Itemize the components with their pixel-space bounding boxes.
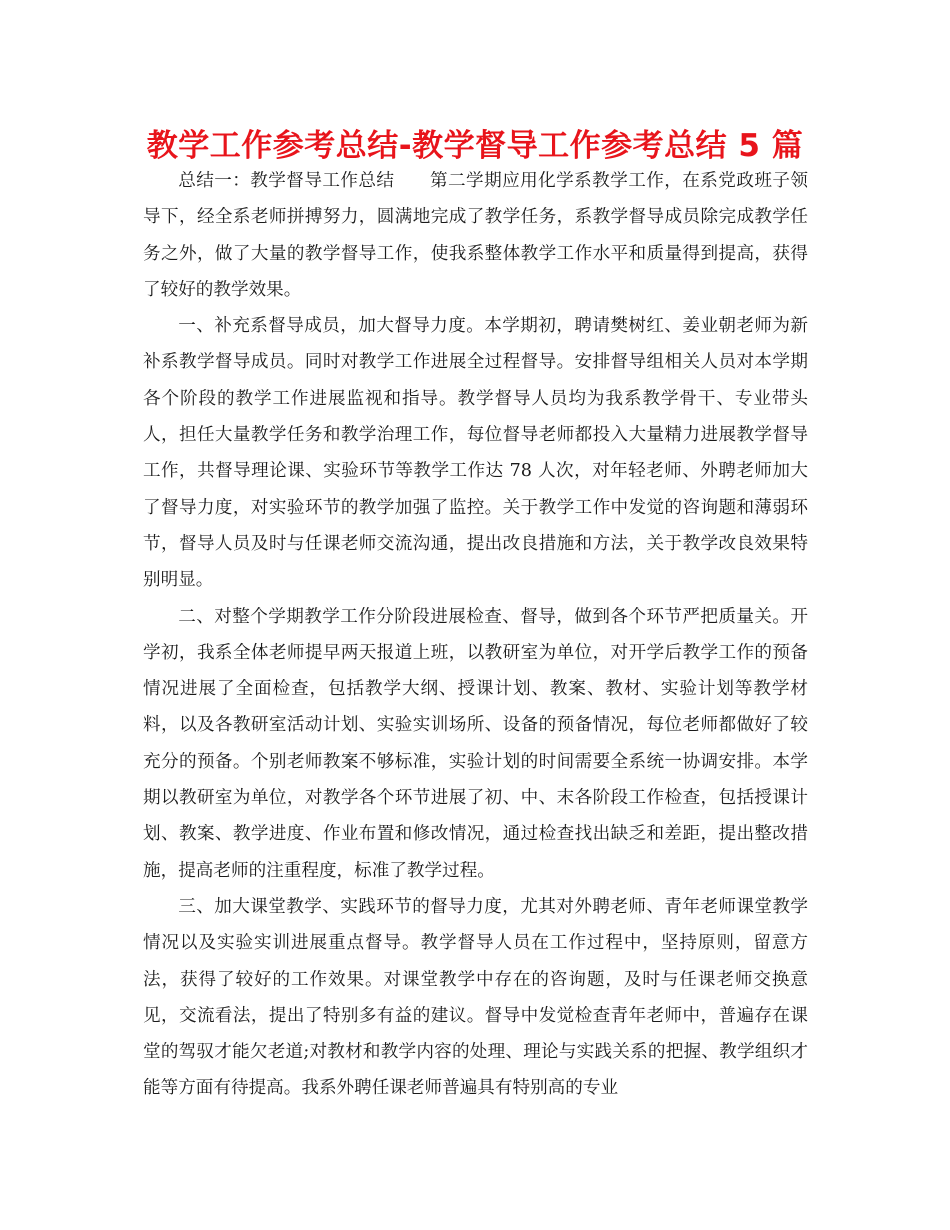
document-title: 教学工作参考总结-教学督导工作参考总结 5 篇 [146, 128, 804, 164]
paragraph-section-3: 三、加大课堂教学、实践环节的督导力度，尤其对外聘老师、青年老师课堂教学情况以及实验实训进展重点督导。教学督导人员在工作过程中，坚持原则，留意方法，获得了较好的工作效果。对课堂教学中存在的咨询题，及时与任课老师交换意见，交流看法，提出了特别多有益的建议。督导中发觉检查青年老师中，普遍存在课堂的驾驭才能欠老道;对教材和教学内容的处理、理论与实践关系的把握、教学组织才能等方面有待提高。我系外聘任课老师普遍具有特别高的专业 [143, 896, 808, 1099]
paragraph-text: 第二学期应用化学系教学工作，在系党政班子领导下，经全系老师拼搏努力，圆满地完成了教学任务，系教学督导成员除完成教学任务之外，做了大量的教学督导工作，使我系整体教学工作水平和质量得到提高，获得了较好的教学效果。 [143, 171, 808, 300]
intro-heading: 总结一：教学督导工作总结 [178, 171, 395, 191]
paragraph-section-2: 二、对整个学期教学工作分阶段进展检查、督导，做到各个环节严把质量关。开学初，我系全体老师提早两天报道上班，以教研室为单位，对开学后教学工作的预备情况进展了全面检查，包括教学大纲、授课计划、教案、教材、实验计划等教学材料，以及各教研室活动计划、实验实训场所、设备的预备情况，每位老师都做好了较充分的预备。个别老师教案不够标准，实验计划的时间需要全系统一协调安排。本学期以教研室为单位，对教学各个环节进展了初、中、末各阶段工作检查，包括授课计划、教案、教学进度、作业布置和修改情况，通过检查找出缺乏和差距，提出整改措施，提高老师的注重程度，标准了教学过程。 [143, 606, 808, 881]
document-body [143, 163, 808, 1107]
paragraph-intro [143, 163, 808, 308]
paragraph-section-1: 一、补充系督导成员，加大督导力度。本学期初，聘请樊树红、姜业朝老师为新补系教学督导成员。同时对教学工作进展全过程督导。安排督导组相关人员对本学期各个阶段的教学工作进展监视和指导。教学督导人员均为我系教学骨干、专业带头人，担任大量教学任务和教学治理工作，每位督导老师都投入大量精力进展教学督导工作，共督导理论课、实验环节等教学工作达 78 人次，对年轻老师、外聘老师加大了督导力度，对实验环节的教学加强了监控。关于教学工作中发觉的咨询题和薄弱环节，督导人员及时与任课老师交流沟通，提出改良措施和方法，关于教学改良效果特别明显。 [143, 316, 808, 591]
